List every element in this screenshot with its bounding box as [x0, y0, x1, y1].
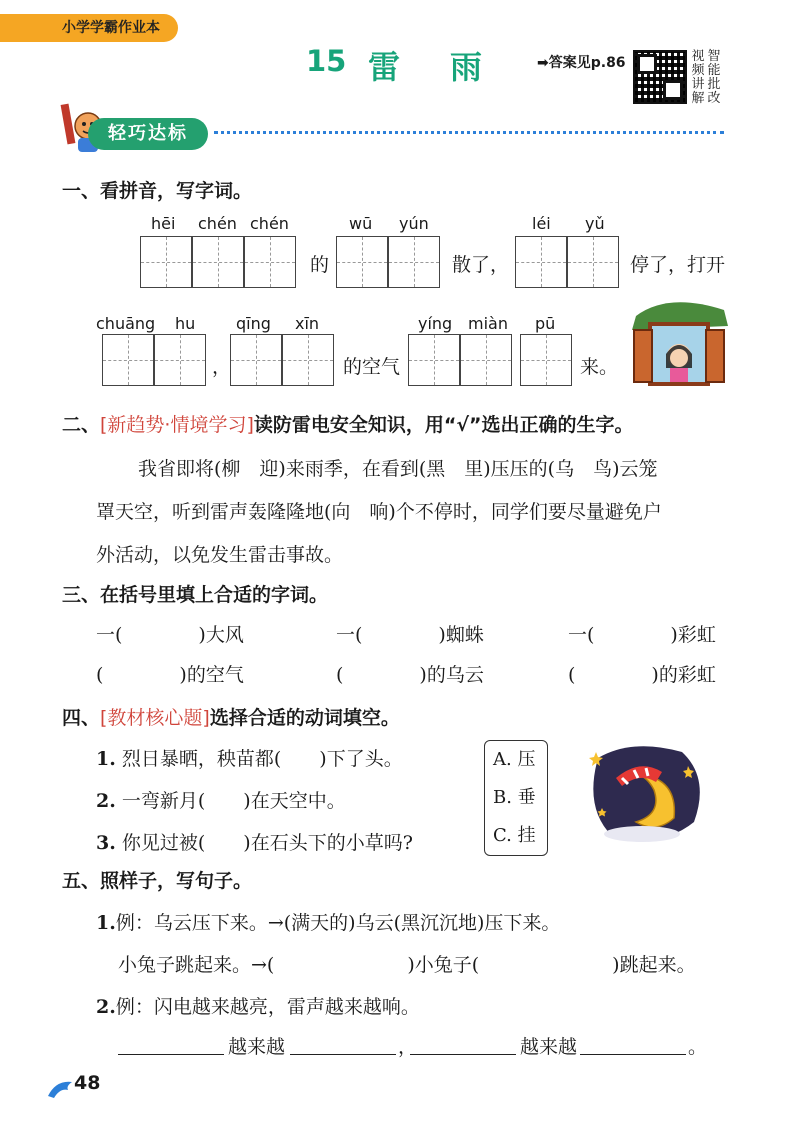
answer-reference: ➡答案见p.86: [537, 55, 626, 71]
choice-a[interactable]: A. 压: [493, 749, 536, 770]
item-number: 1.: [96, 912, 116, 934]
dolphin-icon: [46, 1076, 76, 1102]
section-badge: 轻巧达标: [88, 118, 208, 150]
q4-title: [62, 703, 400, 730]
text: 停了，打开: [630, 254, 726, 276]
fill-item[interactable]: ( )的乌云: [336, 664, 484, 686]
pinyin: léi: [532, 214, 551, 233]
example-2: [96, 992, 420, 1019]
pinyin: yíng: [418, 314, 453, 333]
lesson-title: 雷雨: [368, 48, 533, 86]
item-number: 3.: [96, 832, 116, 854]
pinyin: qīng: [236, 314, 271, 333]
answer-line[interactable]: [410, 1054, 516, 1055]
sentence-text: 一弯新月( )在天空中。: [121, 790, 346, 812]
answer-line[interactable]: [118, 1054, 224, 1055]
lesson-number: 15: [306, 44, 347, 78]
fill-item[interactable]: ( )的空气: [96, 664, 244, 686]
moon-night-illustration: [582, 738, 712, 850]
sentence-text: 烈日暴晒，秧苗都( )下了头。: [121, 748, 403, 770]
text: 来。: [580, 356, 619, 378]
pinyin: hēi: [151, 214, 176, 233]
fill-item[interactable]: 一( )彩虹: [568, 624, 716, 646]
choice-b[interactable]: B. 垂: [493, 787, 536, 808]
q4-instruction: 选择合适的动词填空。: [209, 707, 400, 729]
pinyin: xīn: [295, 314, 320, 333]
answer-line[interactable]: [290, 1054, 396, 1055]
q2-instruction: 读防雷电安全知识，用“√”选出正确的生字。: [253, 414, 634, 436]
text: ，: [212, 356, 232, 378]
q2-title: [62, 410, 634, 437]
item-number: 1.: [96, 748, 116, 770]
page-number: 48: [74, 1072, 101, 1094]
pinyin: chén: [198, 214, 237, 233]
side-label-video: 视频讲解: [691, 49, 705, 106]
pinyin: chuāng: [96, 314, 156, 333]
book-series-tag: 小学学霸作业本: [0, 14, 178, 42]
q4-prefix: 四、: [62, 707, 101, 729]
side-label-ai: 智能批改: [707, 49, 721, 106]
answer-line[interactable]: [580, 1054, 686, 1055]
pinyin: yún: [399, 214, 429, 233]
passage-line: 罩天空，听到雷声轰隆隆地(向 响)个不停时，同学们要尽量避免户: [96, 501, 662, 523]
sentence-2[interactable]: [96, 786, 346, 813]
pinyin: wū: [349, 214, 373, 233]
q4-tag: [教材核心题]: [100, 707, 210, 729]
pinyin: hu: [175, 314, 196, 333]
text: 的空气: [343, 356, 401, 378]
passage-line: 外活动，以免发生雷击事故。: [96, 544, 344, 566]
q5-title: 五、照样子，写句子。: [62, 870, 253, 892]
fill-item[interactable]: 一( )大风: [96, 624, 244, 646]
item-number: 2.: [96, 996, 116, 1018]
passage-line: 我省即将(柳 迎)来雨季，在看到(黑 里)压压的(乌 鸟)云笼: [138, 458, 658, 480]
fill-item[interactable]: ( )的彩虹: [568, 664, 716, 686]
text: 。: [688, 1036, 708, 1058]
pinyin: miàn: [468, 314, 508, 333]
q1-title: 一、看拼音，写字词。: [62, 180, 253, 202]
pinyin: yǔ: [585, 214, 605, 233]
text: 散了，: [452, 254, 510, 276]
q2-tag: [新趋势·情境学习]: [100, 414, 254, 436]
item-number: 2.: [96, 790, 116, 812]
pinyin: chén: [250, 214, 289, 233]
text: ，: [398, 1036, 418, 1058]
example-text: 例：闪电越来越亮，雷声越来越响。: [115, 996, 420, 1018]
window-girl-illustration: [628, 296, 732, 388]
choice-c[interactable]: C. 挂: [493, 825, 536, 846]
sentence-text: 你见过被( )在石头下的小草吗?: [121, 832, 413, 854]
pinyin: pū: [535, 314, 556, 333]
example-text: 例：乌云压下来。→(满天的)乌云(黑沉沉地)压下来。: [115, 912, 561, 934]
q2-prefix: 二、: [62, 414, 101, 436]
section-divider: [214, 131, 724, 134]
text: 的: [310, 254, 330, 276]
sentence-3[interactable]: [96, 828, 413, 855]
fill-item[interactable]: 一( )蜘蛛: [336, 624, 484, 646]
rewrite-task-1[interactable]: 小兔子跳起来。→( )小兔子( )跳起来。: [118, 954, 696, 976]
q3-title: 三、在括号里填上合适的字词。: [62, 584, 329, 606]
sentence-1[interactable]: [96, 744, 403, 771]
text: 越来越: [228, 1036, 286, 1058]
text: 越来越: [520, 1036, 578, 1058]
choice-box: [484, 740, 548, 856]
qr-code-icon[interactable]: [633, 50, 687, 104]
example-1: [96, 908, 560, 935]
